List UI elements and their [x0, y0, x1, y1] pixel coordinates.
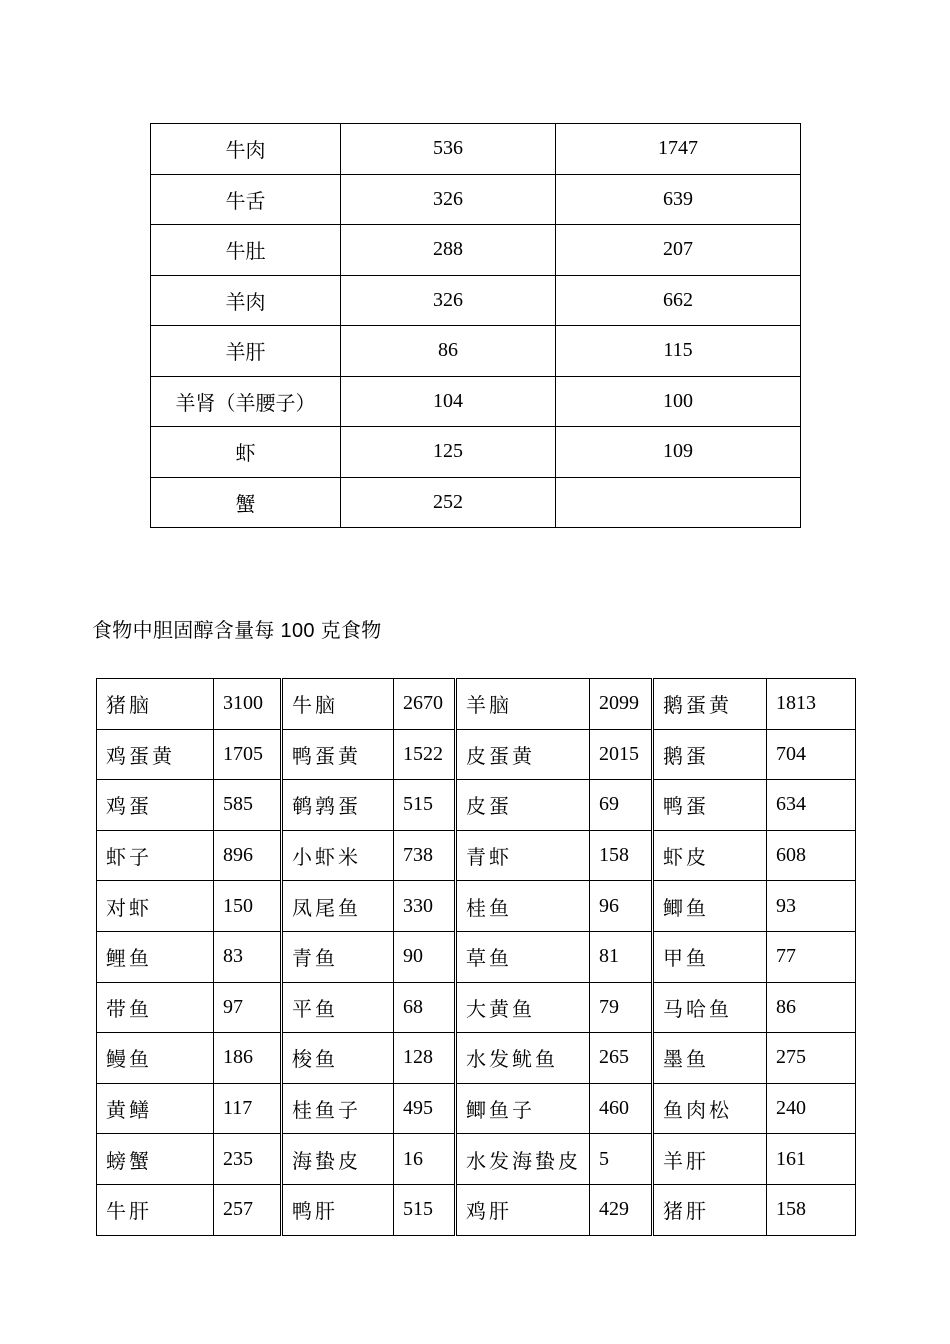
cholesterol-value-cell: 5: [590, 1134, 653, 1185]
food-name-cell: 墨鱼: [653, 1033, 767, 1084]
cholesterol-value-cell: 3100: [214, 679, 282, 730]
food-name-cell: 大黄鱼: [456, 982, 590, 1033]
value-cell-b: 207: [556, 225, 801, 276]
table-row: [151, 124, 801, 175]
food-name-cell: 牛肚: [151, 225, 341, 276]
food-name-cell: 水发鱿鱼: [456, 1033, 590, 1084]
cholesterol-value-cell: 240: [767, 1083, 856, 1134]
value-cell-b: 115: [556, 326, 801, 377]
food-name-cell: 鸭肝: [282, 1184, 394, 1235]
value-cell-a: 104: [341, 376, 556, 427]
food-name-cell: 牛肝: [97, 1184, 214, 1235]
cholesterol-value-cell: 97: [214, 982, 282, 1033]
cholesterol-value-cell: 83: [214, 931, 282, 982]
food-name-cell: 青鱼: [282, 931, 394, 982]
food-name-cell: 牛舌: [151, 174, 341, 225]
food-name-cell: 马哈鱼: [653, 982, 767, 1033]
food-name-cell: 桂鱼: [456, 881, 590, 932]
table-row: [97, 780, 856, 831]
cholesterol-value-cell: 86: [767, 982, 856, 1033]
table-row: [151, 275, 801, 326]
cholesterol-value-cell: 330: [394, 881, 456, 932]
cholesterol-value-cell: 128: [394, 1033, 456, 1084]
value-cell-a: 125: [341, 427, 556, 478]
food-name-cell: 鸡肝: [456, 1184, 590, 1235]
table-row: [97, 679, 856, 730]
food-name-cell: 鹅蛋: [653, 729, 767, 780]
food-name-cell: 甲鱼: [653, 931, 767, 982]
table-row: [151, 427, 801, 478]
food-name-cell: 牛脑: [282, 679, 394, 730]
value-cell-b: 109: [556, 427, 801, 478]
cholesterol-value-cell: 704: [767, 729, 856, 780]
cholesterol-value-cell: 68: [394, 982, 456, 1033]
food-name-cell: 带鱼: [97, 982, 214, 1033]
food-name-cell: 虾: [151, 427, 341, 478]
food-name-cell: 黄鳝: [97, 1083, 214, 1134]
cholesterol-value-cell: 93: [767, 881, 856, 932]
food-name-cell: 平鱼: [282, 982, 394, 1033]
food-name-cell: 梭鱼: [282, 1033, 394, 1084]
table-row: [151, 477, 801, 528]
table-row: [97, 729, 856, 780]
cholesterol-value-cell: 161: [767, 1134, 856, 1185]
food-name-cell: 鱼肉松: [653, 1083, 767, 1134]
cholesterol-value-cell: 79: [590, 982, 653, 1033]
food-name-cell: 猪脑: [97, 679, 214, 730]
cholesterol-value-cell: 117: [214, 1083, 282, 1134]
table-row: [97, 1083, 856, 1134]
food-name-cell: 鲫鱼: [653, 881, 767, 932]
food-name-cell: 羊肾（羊腰子）: [151, 376, 341, 427]
table-row: [97, 830, 856, 881]
food-name-cell: 鸭蛋黄: [282, 729, 394, 780]
food-name-cell: 鸭蛋: [653, 780, 767, 831]
table-row: [151, 326, 801, 377]
cholesterol-value-cell: 275: [767, 1033, 856, 1084]
food-name-cell: 牛肉: [151, 124, 341, 175]
value-cell-b: 100: [556, 376, 801, 427]
food-name-cell: 羊肝: [151, 326, 341, 377]
food-name-cell: 羊肉: [151, 275, 341, 326]
cholesterol-value-cell: 150: [214, 881, 282, 932]
food-name-cell: 鲤鱼: [97, 931, 214, 982]
food-name-cell: 羊肝: [653, 1134, 767, 1185]
cholesterol-value-cell: 158: [590, 830, 653, 881]
cholesterol-value-cell: 158: [767, 1184, 856, 1235]
food-name-cell: 鹅蛋黄: [653, 679, 767, 730]
table-row: [97, 1134, 856, 1185]
cholesterol-value-cell: 2015: [590, 729, 653, 780]
value-cell-b: 662: [556, 275, 801, 326]
table-row: [97, 1184, 856, 1235]
food-name-cell: 鸡蛋黄: [97, 729, 214, 780]
cholesterol-value-cell: 738: [394, 830, 456, 881]
value-cell-b: 1747: [556, 124, 801, 175]
food-name-cell: 鲫鱼子: [456, 1083, 590, 1134]
cholesterol-table-meat: [150, 123, 801, 528]
value-cell-a: 86: [341, 326, 556, 377]
food-name-cell: 对虾: [97, 881, 214, 932]
food-name-cell: 虾皮: [653, 830, 767, 881]
cholesterol-value-cell: 2099: [590, 679, 653, 730]
food-name-cell: 鹌鹑蛋: [282, 780, 394, 831]
value-cell-a: 536: [341, 124, 556, 175]
cholesterol-value-cell: 634: [767, 780, 856, 831]
cholesterol-value-cell: 69: [590, 780, 653, 831]
value-cell-a: 326: [341, 174, 556, 225]
food-name-cell: 虾子: [97, 830, 214, 881]
food-name-cell: 海蛰皮: [282, 1134, 394, 1185]
table-row: [151, 376, 801, 427]
cholesterol-value-cell: 2670: [394, 679, 456, 730]
food-name-cell: 水发海蛰皮: [456, 1134, 590, 1185]
value-cell-a: 288: [341, 225, 556, 276]
food-name-cell: 皮蛋黄: [456, 729, 590, 780]
food-name-cell: 羊脑: [456, 679, 590, 730]
table-row: [151, 174, 801, 225]
value-cell-a: 252: [341, 477, 556, 528]
table-row: [97, 1033, 856, 1084]
cholesterol-value-cell: 265: [590, 1033, 653, 1084]
cholesterol-value-cell: 96: [590, 881, 653, 932]
cholesterol-value-cell: 608: [767, 830, 856, 881]
food-name-cell: 草鱼: [456, 931, 590, 982]
food-name-cell: 小虾米: [282, 830, 394, 881]
cholesterol-value-cell: 81: [590, 931, 653, 982]
cholesterol-value-cell: 77: [767, 931, 856, 982]
food-name-cell: 青虾: [456, 830, 590, 881]
cholesterol-value-cell: 896: [214, 830, 282, 881]
cholesterol-value-cell: 16: [394, 1134, 456, 1185]
food-name-cell: 凤尾鱼: [282, 881, 394, 932]
food-name-cell: 螃蟹: [97, 1134, 214, 1185]
food-name-cell: 蟹: [151, 477, 341, 528]
cholesterol-value-cell: 460: [590, 1083, 653, 1134]
cholesterol-value-cell: 1813: [767, 679, 856, 730]
cholesterol-value-cell: 257: [214, 1184, 282, 1235]
cholesterol-value-cell: 1705: [214, 729, 282, 780]
section-heading: 食物中胆固醇含量每 100 克食物: [92, 620, 382, 642]
food-name-cell: 鳗鱼: [97, 1033, 214, 1084]
value-cell-b: 639: [556, 174, 801, 225]
cholesterol-value-cell: 495: [394, 1083, 456, 1134]
food-name-cell: 猪肝: [653, 1184, 767, 1235]
table-row: [97, 931, 856, 982]
cholesterol-value-cell: 186: [214, 1033, 282, 1084]
food-name-cell: 皮蛋: [456, 780, 590, 831]
cholesterol-value-cell: 1522: [394, 729, 456, 780]
cholesterol-table-per-100g: [96, 678, 856, 1236]
table-row: [151, 225, 801, 276]
table-row: [97, 881, 856, 932]
cholesterol-value-cell: 585: [214, 780, 282, 831]
cholesterol-value-cell: 515: [394, 1184, 456, 1235]
food-name-cell: 桂鱼子: [282, 1083, 394, 1134]
cholesterol-value-cell: 429: [590, 1184, 653, 1235]
cholesterol-value-cell: 515: [394, 780, 456, 831]
value-cell-b: [556, 477, 801, 528]
value-cell-a: 326: [341, 275, 556, 326]
food-name-cell: 鸡蛋: [97, 780, 214, 831]
cholesterol-value-cell: 235: [214, 1134, 282, 1185]
cholesterol-value-cell: 90: [394, 931, 456, 982]
table-row: [97, 982, 856, 1033]
